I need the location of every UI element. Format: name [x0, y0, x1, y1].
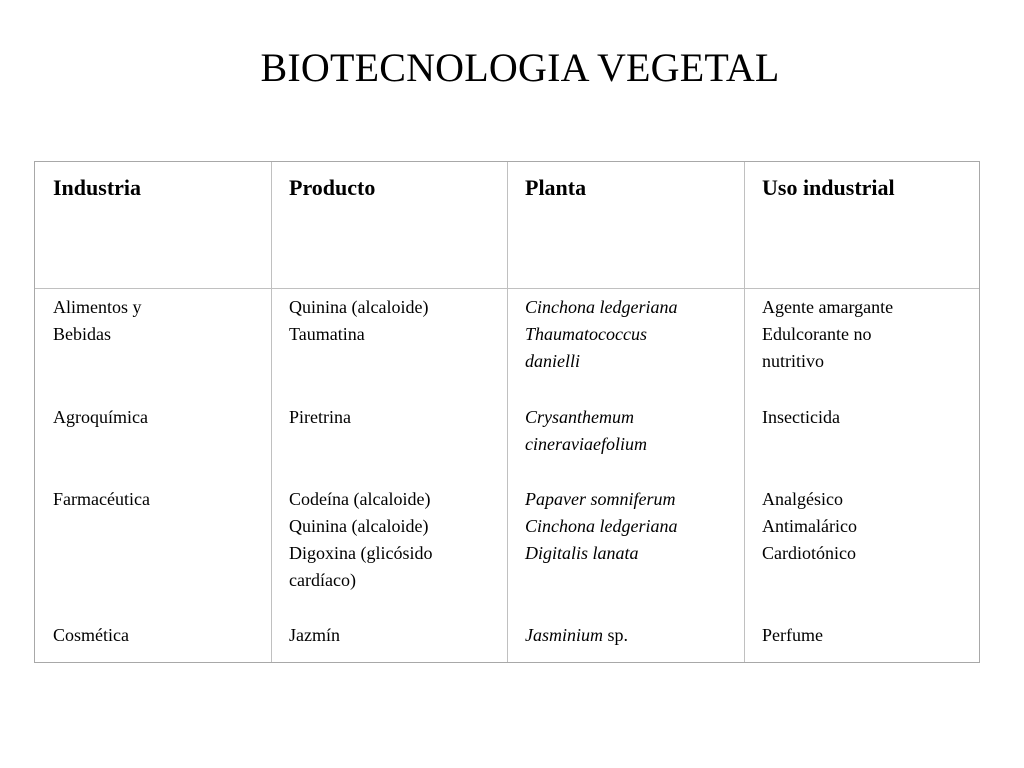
header-producto: Producto: [289, 175, 376, 200]
cell-producto-cosmetica: Jazmín: [289, 625, 340, 645]
column-divider: [744, 162, 745, 662]
header-divider: [35, 288, 979, 289]
cell-producto-agroquimica: Piretrina: [289, 407, 351, 427]
header-planta: Planta: [525, 175, 587, 200]
species-name: Jasminium: [525, 625, 603, 645]
cell-planta-farmaceutica: Papaver somniferum Cinchona ledgeriana Digitalis lanata: [525, 489, 678, 563]
cell-uso-agroquimica: Insecticida: [762, 407, 840, 427]
header-uso-industrial: Uso industrial: [762, 175, 895, 200]
column-divider: [507, 162, 508, 662]
cell-producto-farmaceutica: Codeína (alcaloide) Quinina (alcaloide) Digoxina (glicósido cardíaco): [289, 489, 433, 590]
page-title: BIOTECNOLOGIA VEGETAL: [260, 45, 780, 90]
cell-uso-farmaceutica: Analgésico Antimalárico Cardiotónico: [762, 489, 857, 563]
cell-uso-cosmetica: Perfume: [762, 625, 823, 645]
cell-uso-alimentos: Agente amargante Edulcorante no nutritivo: [762, 297, 894, 371]
cell-planta-agroquimica: Crysanthemum cineraviaefolium: [525, 407, 647, 454]
biotech-table: [34, 161, 980, 663]
cell-industria-alimentos: Alimentos y Bebidas: [53, 297, 142, 344]
column-divider: [271, 162, 272, 662]
species-suffix: sp.: [603, 625, 629, 645]
cell-industria-agroquimica: Agroquímica: [53, 407, 148, 427]
cell-industria-farmaceutica: Farmacéutica: [53, 489, 150, 509]
cell-industria-cosmetica: Cosmética: [53, 625, 129, 645]
cell-producto-alimentos: Quinina (alcaloide) Taumatina: [289, 297, 429, 344]
cell-planta-cosmetica: [525, 622, 628, 649]
cell-planta-alimentos: Cinchona ledgeriana Thaumatococcus danielli: [525, 297, 678, 371]
header-industria: Industria: [53, 175, 142, 200]
